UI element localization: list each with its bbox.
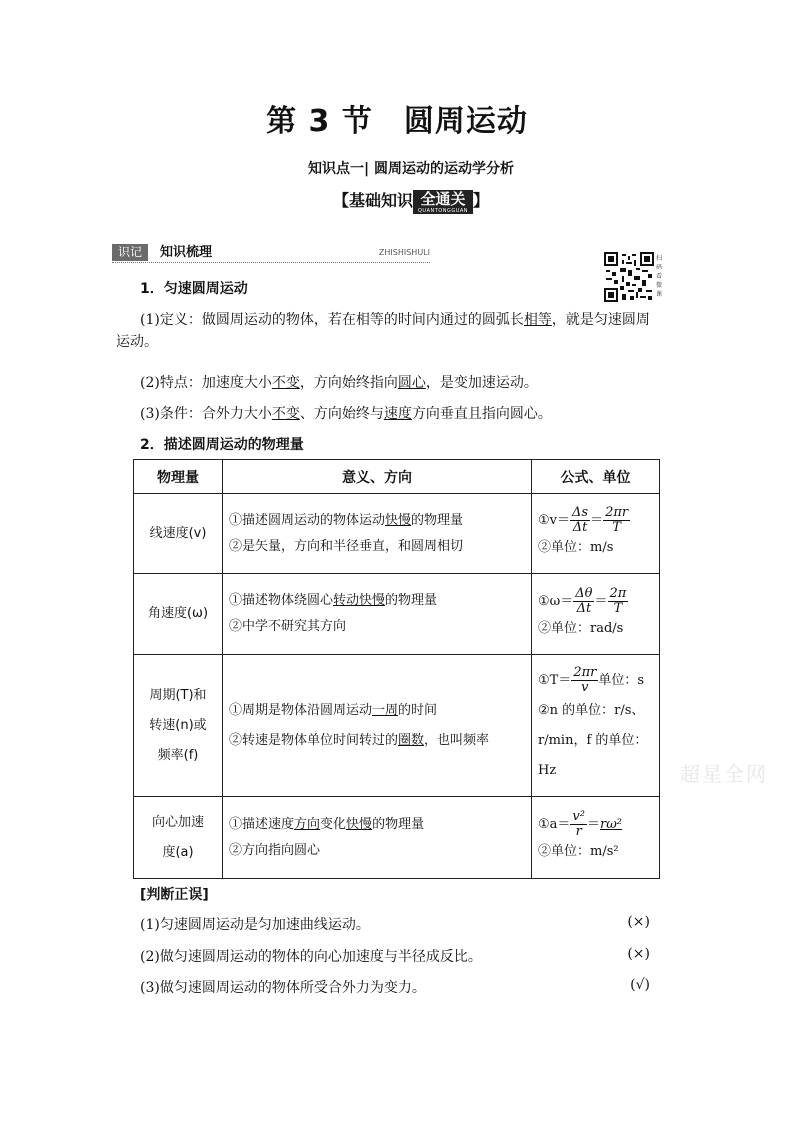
formula-prefix: ①v＝ xyxy=(538,513,570,528)
row-formula xyxy=(532,574,660,655)
judge-text: (1)匀速圆周运动是匀加速曲线运动。 xyxy=(140,917,370,933)
unit-line: ②n 的单位：r/s、 xyxy=(538,702,645,718)
strip-tag: 识记 xyxy=(112,244,148,261)
table-header: 意义、方向 xyxy=(223,460,532,494)
formula-line xyxy=(538,587,653,616)
meaning-line xyxy=(229,696,525,726)
denominator: r xyxy=(575,824,582,839)
unit-line: r/min，f 的单位： xyxy=(538,732,648,748)
section-strip xyxy=(112,244,430,262)
feat-blank-1: 不变 xyxy=(271,375,300,391)
denominator: Δt xyxy=(576,600,592,616)
blank: 转动快慢 xyxy=(333,593,386,608)
fraction xyxy=(573,587,594,616)
text: ，也叫频率 xyxy=(424,732,490,748)
page-title: 第 3 节 圆周运动 xyxy=(266,104,528,139)
row-meaning xyxy=(223,797,532,879)
formula-line xyxy=(538,666,653,696)
cond-suffix: 方向垂直且指向圆心。 xyxy=(411,406,552,422)
row-formula xyxy=(532,494,660,574)
qr-caption: 扫码看微课 xyxy=(656,255,663,298)
name-line: 度(a) xyxy=(162,844,194,860)
denominator: v xyxy=(581,679,589,695)
cond-blank-1: 不变 xyxy=(271,406,300,422)
table-header: 公式、单位 xyxy=(532,460,660,494)
formula-prefix: ①T＝ xyxy=(538,672,572,688)
text: ②转速是物体单位时间转过的 xyxy=(229,732,399,748)
text: 的物理量 xyxy=(372,816,425,832)
equals: ＝ xyxy=(594,593,608,609)
formula-line xyxy=(538,810,653,839)
name-line: 周期(T)和 xyxy=(149,687,207,703)
judge-text: (2)做匀速圆周运动的物体的向心加速度与半径成反比。 xyxy=(140,949,482,965)
blank: 快慢 xyxy=(385,512,412,528)
row-formula xyxy=(532,797,660,879)
blank: 快慢 xyxy=(346,816,373,832)
banner-right: 】 xyxy=(473,191,490,210)
equals: ＝ xyxy=(590,513,604,528)
feat-blank-2: 圆心 xyxy=(397,375,426,391)
denominator: T xyxy=(613,600,623,616)
watermark: 超星全网 xyxy=(680,762,768,786)
fraction xyxy=(570,506,590,535)
name-line: 转速(n)或 xyxy=(149,717,207,733)
blank: 方向 xyxy=(294,816,321,832)
row-name: 线速度(v) xyxy=(134,494,223,574)
text: ①描述速度 xyxy=(229,816,295,832)
meaning-line xyxy=(229,812,525,838)
judge-item xyxy=(140,946,650,966)
denominator: T xyxy=(612,520,621,535)
judge-mark: (×) xyxy=(627,946,650,962)
blank: rω² xyxy=(599,817,623,832)
row-name xyxy=(134,797,223,879)
numerator: 2πr xyxy=(573,664,597,680)
fraction xyxy=(570,810,587,839)
blank: 圈数 xyxy=(398,732,425,748)
banner-left: 【基础知识 xyxy=(332,191,413,210)
quantity-table xyxy=(133,459,660,879)
table-header: 物理量 xyxy=(134,460,223,494)
banner-box-small: QUANTONGGUAN xyxy=(417,207,469,214)
formula-prefix: ①a＝ xyxy=(538,817,571,832)
item1-definition xyxy=(116,309,661,353)
name-line: 向心加速 xyxy=(151,814,204,830)
row-meaning xyxy=(223,574,532,655)
name-line: 频率(f) xyxy=(157,747,199,763)
text: 的物理量 xyxy=(411,512,464,528)
text: 的时间 xyxy=(398,702,438,718)
qr-code[interactable] xyxy=(604,252,654,302)
meaning-line: ②是矢量，方向和半径垂直，和圆周相切 xyxy=(229,538,464,554)
denominator: Δt xyxy=(572,520,588,535)
judge-item xyxy=(140,977,650,997)
formula-suffix: 单位：s xyxy=(598,672,645,688)
unit-line: ②单位：rad/s xyxy=(538,620,624,636)
feat-mid: ，方向始终指向 xyxy=(299,375,398,391)
meaning-line: ②方向指向圆心 xyxy=(229,842,321,858)
meaning-line xyxy=(229,588,525,614)
text: ①描述物体绕圆心 xyxy=(229,593,334,608)
unit-line: ②单位：m/s xyxy=(538,540,614,555)
table-header-row xyxy=(134,460,660,494)
judge-title: [判断正误] xyxy=(140,887,209,903)
blank: 一周 xyxy=(372,702,399,718)
numerator: 2πr xyxy=(605,505,629,520)
row-meaning xyxy=(223,655,532,797)
section-title: 知识点一| 圆周运动的运动学分析 xyxy=(308,161,514,177)
strip-label: 知识梳理 xyxy=(160,245,213,260)
feat-prefix: (2)特点：加速度大小 xyxy=(140,375,272,391)
cond-mid: 、方向始终与 xyxy=(299,406,384,422)
meaning-line: ②中学不研究其方向 xyxy=(229,619,347,634)
unit-line: ②单位：m/s² xyxy=(538,844,619,859)
table-row xyxy=(134,494,660,574)
numerator: Δθ xyxy=(575,585,593,601)
numerator: v² xyxy=(572,809,585,824)
judge-mark: (√) xyxy=(630,977,650,993)
cond-prefix: (3)条件：合外力大小 xyxy=(140,406,272,422)
row-name xyxy=(134,655,223,797)
banner-box-text: 全通关 xyxy=(420,189,466,208)
text: ①描述圆周运动的物体运动 xyxy=(229,512,386,528)
table-row xyxy=(134,655,660,797)
def-blank: 相等 xyxy=(523,312,552,328)
strip-pinyin: ZHISHISHULI xyxy=(378,248,430,257)
meaning-line xyxy=(229,726,525,756)
formula-line xyxy=(538,506,653,535)
text: 的物理量 xyxy=(385,593,438,608)
def-suffix: ，就是匀速圆周运动。 xyxy=(116,312,650,350)
feat-suffix: ，是变加速运动。 xyxy=(425,375,538,391)
unit-line: Hz xyxy=(538,762,557,778)
judge-item xyxy=(140,914,650,934)
def-prefix: (1)定义：做圆周运动的物体，若在相等的时间内通过的圆弧长 xyxy=(140,312,524,328)
table-row xyxy=(134,797,660,879)
judge-mark: (×) xyxy=(627,914,650,930)
item1-feature xyxy=(140,372,660,394)
item2-heading: 2．描述圆周运动的物理量 xyxy=(140,437,304,453)
fraction xyxy=(571,666,598,695)
banner-box xyxy=(413,190,473,214)
fraction xyxy=(603,506,630,535)
equals: ＝ xyxy=(586,817,600,832)
fraction xyxy=(608,587,629,616)
row-formula xyxy=(532,655,660,797)
text: 变化 xyxy=(320,816,347,832)
row-name: 角速度(ω) xyxy=(134,574,223,655)
numerator: Δs xyxy=(572,505,589,520)
banner xyxy=(0,188,794,214)
row-meaning xyxy=(223,494,532,574)
strip-rule xyxy=(112,262,430,263)
numerator: 2π xyxy=(609,585,627,601)
meaning-line xyxy=(229,508,525,534)
cond-blank-2: 速度 xyxy=(383,406,412,422)
item1-condition xyxy=(140,403,660,425)
formula-prefix: ①ω＝ xyxy=(538,593,574,609)
judge-text: (3)做匀速圆周运动的物体所受合外力为变力。 xyxy=(140,980,426,996)
item1-heading: 1．匀速圆周运动 xyxy=(140,281,248,297)
text: ①周期是物体沿圆周运动 xyxy=(229,702,373,718)
table-row xyxy=(134,574,660,655)
